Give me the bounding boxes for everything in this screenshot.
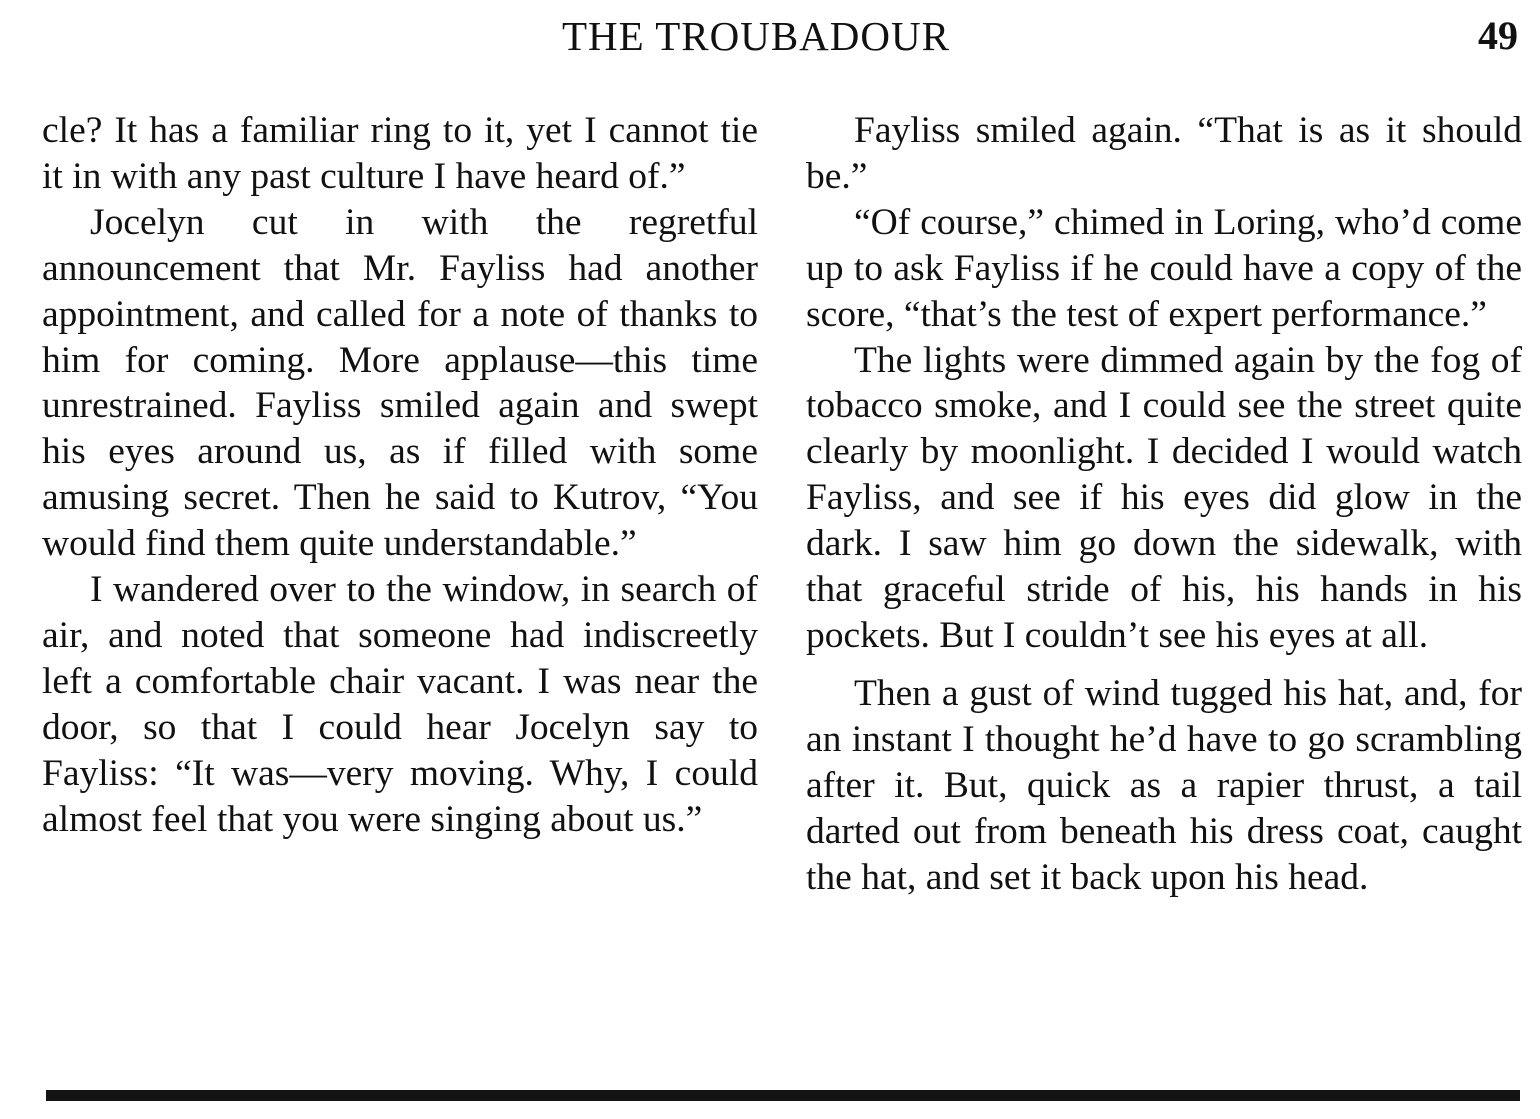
bottom-rule: [46, 1090, 1520, 1101]
page-number: 49: [1478, 13, 1518, 58]
left-column: [42, 108, 758, 843]
right-column: [806, 108, 1522, 900]
paragraph: Fayliss smiled again. “That is as it should be.”: [806, 110, 1522, 197]
paragraph: “Of course,” chimed in Loring, who’d come up to ask Fayliss if he could have a copy of the score, “that’s the test of expert performance.”: [806, 201, 1522, 335]
paragraph: The lights were dimmed again by the fog of tobacco smoke, and I could see the street quite clearly by moonlight. I decided I would watch Fayliss, and see if his eyes did glow in the dark. I saw him go down the sidewalk, with that graceful stride of his, his hands in his pockets. But I couldn’t see his eyes at all.: [806, 339, 1522, 656]
journal-title: THE TROUBADOUR: [562, 13, 950, 59]
paragraph: Then a gust of wind tugged his hat, and, for an instant I thought he’d have to go scrambling after it. But, quick as a rapier thrust, a tail darted out from beneath his dress coat, caught the hat, and set it back upon his head.: [806, 672, 1522, 898]
paragraph: I wandered over to the window, in search of air, and noted that someone had indiscreetly left a comfortable chair vacant. I was near the door, so that I could hear Jocelyn say to Fayliss: “It was—very moving. Why, I could almost feel that you were singing about us.”: [42, 569, 758, 840]
running-head: [0, 8, 1540, 64]
paragraph: Jocelyn cut in with the regretful announcement that Mr. Fayliss had another appointment, and called for a note of thanks to him for coming. More applause—this time unrestrained. Fayliss smiled again and swept his eyes around us, as if filled with some amusing secret. Then he said to Kutrov, “You would find them quite understandable.”: [42, 201, 758, 565]
paragraph: cle? It has a familiar ring to it, yet I cannot tie it in with any past culture I have heard of.”: [42, 110, 758, 197]
